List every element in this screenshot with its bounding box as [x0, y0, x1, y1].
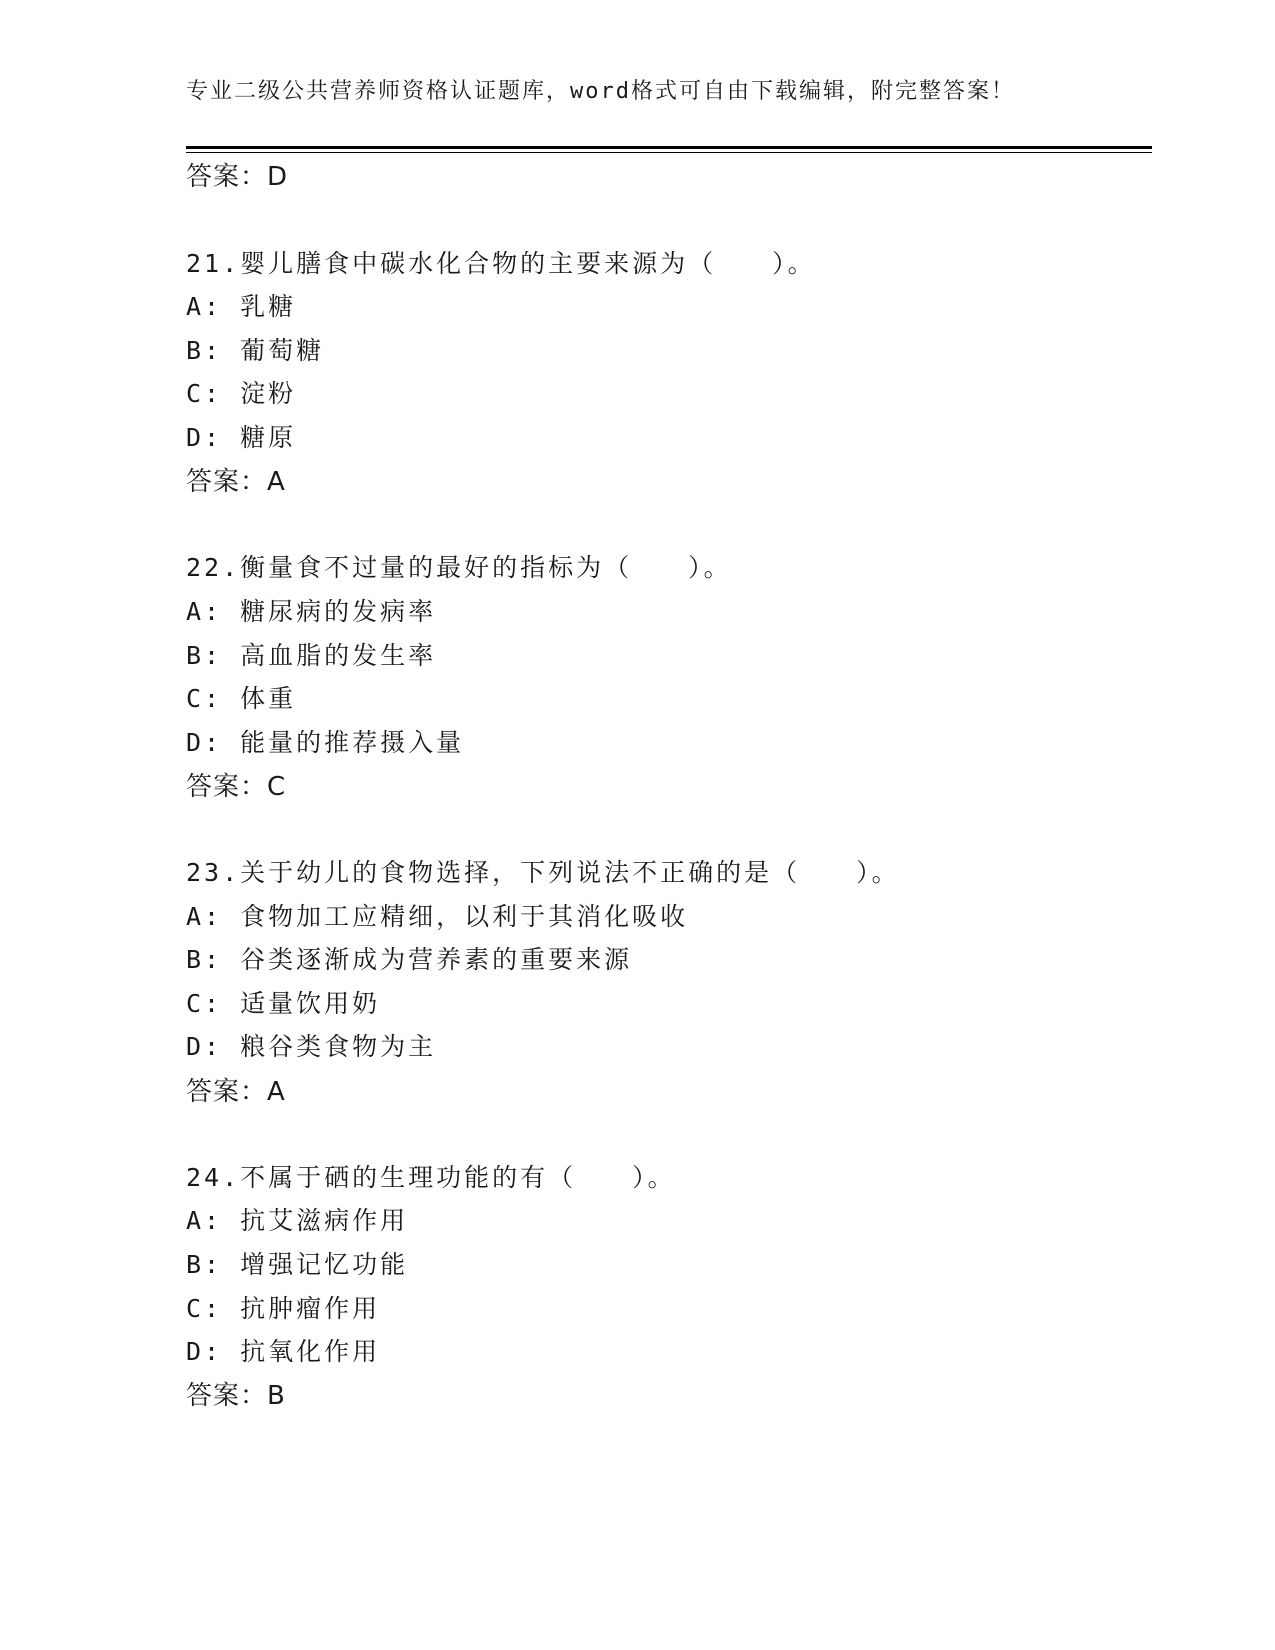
option-c: C: 适量饮用奶 [186, 989, 381, 1018]
option-b: B: 增强记忆功能 [186, 1250, 409, 1279]
question-stem: 22.衡量食不过量的最好的指标为（ ）。 [186, 553, 732, 582]
question-stem: 21.婴儿膳食中碳水化合物的主要来源为（ ）。 [186, 249, 816, 278]
header-rule-thick [186, 146, 1152, 149]
option-d: D: 糖原 [186, 423, 297, 452]
option-d: D: 抗氧化作用 [186, 1337, 381, 1366]
answer-line: 答案：C [186, 772, 287, 802]
option-d: D: 粮谷类食物为主 [186, 1032, 437, 1061]
question-stem: 23.关于幼儿的食物选择，下列说法不正确的是（ ）。 [186, 858, 900, 887]
option-c: C: 抗肿瘤作用 [186, 1294, 381, 1323]
option-c: C: 淀粉 [186, 379, 297, 408]
answer-line: 答案：A [186, 1077, 286, 1107]
option-d: D: 能量的推荐摄入量 [186, 728, 465, 757]
option-c: C: 体重 [186, 684, 297, 713]
answer-line: 答案：A [186, 467, 286, 497]
answer-line: 答案：B [186, 1381, 286, 1411]
header-rule-thin [186, 152, 1152, 153]
option-b: B: 谷类逐渐成为营养素的重要来源 [186, 945, 633, 974]
option-a: A: 糖尿病的发病率 [186, 597, 437, 626]
answer-line: 答案：D [186, 162, 289, 192]
option-a: A: 乳糖 [186, 292, 297, 321]
option-a: A: 抗艾滋病作用 [186, 1206, 409, 1235]
option-b: B: 高血脂的发生率 [186, 641, 437, 670]
question-stem: 24.不属于硒的生理功能的有（ ）。 [186, 1163, 676, 1192]
option-a: A: 食物加工应精细，以利于其消化吸收 [186, 902, 689, 931]
page-header: 专业二级公共营养师资格认证题库，word格式可自由下载编辑，附完整答案！ [186, 79, 1015, 104]
option-b: B: 葡萄糖 [186, 336, 325, 365]
